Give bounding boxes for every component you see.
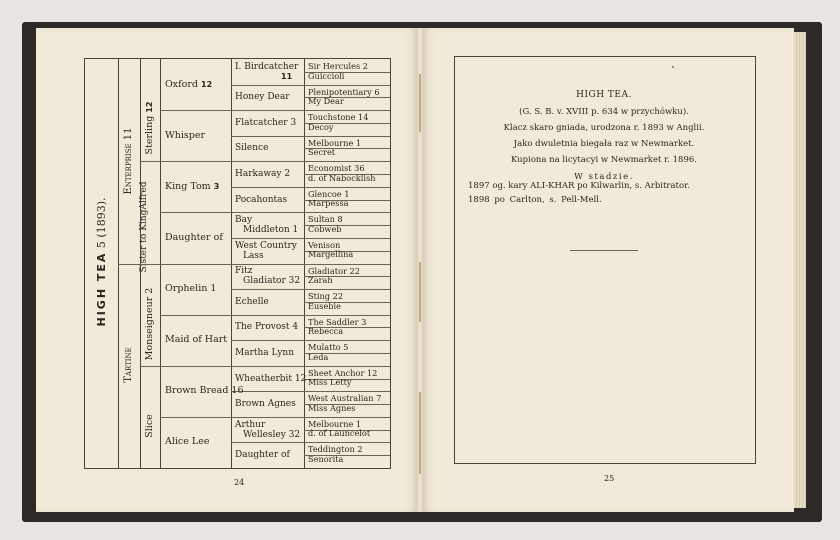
- gen3-horse: [165, 334, 230, 345]
- gen4-horse-line: Echelle: [235, 296, 269, 307]
- gen5-dam: Senorita: [308, 453, 344, 464]
- gen4-horse-line: Flatcatcher 3: [235, 117, 297, 128]
- pedigree-title: [91, 117, 113, 407]
- gen5-pair: [308, 445, 390, 464]
- gen5-dam: Zarah: [308, 275, 333, 285]
- gen5-pair: [308, 62, 390, 81]
- binding-stitch: [419, 74, 421, 132]
- gen4-horse: [235, 373, 307, 384]
- gen5-pair: [308, 420, 390, 439]
- gen5-sire: Glencoe 1: [308, 188, 350, 199]
- gen5-dam: d. of Launcelot: [308, 428, 371, 439]
- row-divider: [118, 264, 390, 265]
- gen4-horse-line: Martha Lynn: [235, 347, 295, 358]
- gen4-horse-line: Lass: [243, 250, 264, 261]
- gen4-horse-line: West Country: [235, 240, 297, 251]
- gen5-dam: Secret: [308, 147, 336, 158]
- gen3-horse-name: Brown Bread: [165, 385, 229, 397]
- stud-line: 1897 og. kary ALI-KHAR po Kilwarlin, s. Arbitrator.: [468, 181, 690, 191]
- text-line: Jako dwuletnia biegała raz w Newmarket.: [513, 139, 695, 149]
- gen5-pair: [308, 139, 390, 158]
- sire-dam-name: Sister to KingAlfred: [139, 181, 149, 273]
- gen3-horse-number: 3: [213, 181, 220, 191]
- dam-sire-number: 2: [144, 287, 155, 294]
- gen5-pair: [308, 369, 390, 388]
- dam-sire-label: [141, 274, 159, 374]
- gen3-horse: [165, 283, 216, 294]
- text-line: (G. S. B. v. XVIII p. 634 w przychówku).: [519, 107, 689, 117]
- gen4-horse: [235, 143, 301, 153]
- gen4-horse: [235, 241, 301, 261]
- gen3-horse-number: 12: [201, 79, 213, 89]
- gen4-horse-line: Wheatherbit 12: [235, 373, 307, 384]
- gen5-pair: [308, 164, 390, 183]
- gen4-horse-line: Brown Agnes: [235, 399, 296, 410]
- gen4-horse: [235, 169, 301, 179]
- gen5-sire: Mulatto 5: [308, 342, 349, 353]
- gen4-horse-line: Bay: [235, 215, 253, 226]
- horse-name: HIGH TEA: [95, 251, 108, 327]
- row-divider: [231, 442, 390, 443]
- gen4-horse-line: The Provost 4: [235, 322, 299, 333]
- text-frame: [454, 56, 756, 464]
- gen3-horse-name: Maid of Hart: [165, 334, 228, 346]
- dam-dam-label: [141, 376, 159, 476]
- gen5-pair: [308, 215, 390, 234]
- gen4-horse: [235, 118, 301, 128]
- gen4-horse: [235, 348, 301, 358]
- gen3-horse: [165, 181, 219, 192]
- gen4-horse: [235, 399, 301, 409]
- sire-name: Enterprise: [123, 143, 134, 195]
- gen4-horse-line: Arthur: [235, 419, 266, 430]
- gen5-dam: Miss Letty: [308, 377, 352, 388]
- gen3-horse-name: Orphelin: [165, 283, 208, 295]
- sire-dam-label: [140, 177, 160, 277]
- gen3-horse: [165, 130, 208, 141]
- gen5-sire: Sir Hercules 2: [308, 61, 368, 71]
- gen5-sire: Venison: [308, 239, 341, 250]
- gen5-dam: Leda: [308, 351, 329, 362]
- gen5-dam: Eusebie: [308, 300, 342, 311]
- gen5-pair: [308, 394, 390, 413]
- gen4-horse-line: Silence: [235, 143, 269, 154]
- row-divider: [160, 417, 390, 418]
- row-divider: [140, 366, 390, 367]
- gen5-sire: Teddington 2: [308, 444, 363, 455]
- gen5-dam: Rebecca: [308, 326, 344, 337]
- gen5-sire: Sultan 8: [308, 214, 343, 225]
- row-divider: [231, 136, 390, 137]
- ink-dot: [672, 66, 674, 68]
- dam-sire-name: Monseigneur: [144, 296, 155, 361]
- stud-heading: W stadzie.: [574, 172, 634, 182]
- gen4-horse-line: Pocahontas: [235, 194, 288, 205]
- pedigree-table: [84, 58, 391, 469]
- gen5-pair: [308, 267, 390, 286]
- gen5-pair: [308, 190, 390, 209]
- gen5-dam: Marpessa: [308, 198, 349, 209]
- sire-sire-number: 12: [145, 101, 154, 113]
- text-line: Klacz skaro gniada, urodzona r. 1893 w Anglii.: [503, 123, 705, 133]
- gen5-pair: [308, 88, 390, 107]
- text-line: Kupiona na licytacyi w Newmarket r. 1896.: [511, 155, 697, 165]
- gen5-dam: Guiccioli: [308, 70, 345, 81]
- dam-label: [119, 265, 139, 465]
- gen4-horse: [235, 297, 301, 307]
- gen3-horse-name: King Tom: [165, 180, 211, 192]
- row-divider: [160, 212, 390, 213]
- gen5-dam: Miss Agnes: [308, 402, 356, 413]
- gen5-sire: Economist 36: [308, 163, 365, 174]
- gen5-sire: Touchstone 14: [308, 112, 369, 123]
- gen5-sire: Sheet Anchor 12: [308, 367, 378, 378]
- gen4-horse: [235, 92, 301, 102]
- gen4-horse-line: Fitz: [235, 266, 253, 277]
- gen5-dam: Decoy: [308, 121, 334, 132]
- gen4-horse: [235, 266, 301, 286]
- row-divider: [231, 85, 390, 86]
- page-number: 25: [604, 474, 615, 483]
- row-divider: [231, 391, 390, 392]
- page-number: 24: [234, 478, 245, 487]
- gen4-horse: [235, 195, 301, 205]
- gen5-dam: Cobweb: [308, 223, 342, 234]
- gen5-dam: d. of Nabocklish: [308, 172, 376, 183]
- gen3-horse: [165, 232, 226, 243]
- gen4-horse: [235, 420, 301, 440]
- gen5-pair: [308, 113, 390, 132]
- gen4-horse-line: I. Birdcatcher: [235, 61, 299, 72]
- gen4-horse-line: Gladiator 32: [243, 276, 301, 287]
- dam-name: Tartine: [123, 347, 134, 383]
- binding-stitch: [419, 392, 421, 474]
- sire-label: [119, 61, 139, 261]
- gen3-horse: [165, 436, 212, 447]
- gen4-horse: [235, 322, 301, 332]
- gen4-horse-line: 11: [281, 71, 293, 81]
- horse-number: 5: [95, 241, 108, 249]
- gen4-horse: [235, 215, 301, 235]
- horse-year: (1893).: [95, 197, 108, 238]
- sire-number: 11: [123, 127, 134, 141]
- sire-sire-name: Sterling: [144, 115, 155, 155]
- row-divider: [140, 161, 390, 162]
- gen5-sire: The Saddler 3: [308, 316, 367, 327]
- row-divider: [231, 340, 390, 341]
- gen3-horse-name: Oxford: [165, 78, 199, 90]
- gen5-sire: Sting 22: [308, 291, 344, 302]
- gen5-pair: [308, 241, 390, 260]
- row-divider: [231, 238, 390, 239]
- dam-dam-name: Slice: [144, 414, 155, 438]
- gen4-horse-line: Honey Dear: [235, 92, 290, 103]
- gen5-sire: Plenipotentiary 6: [308, 86, 380, 97]
- gen4-horse: [235, 450, 301, 460]
- gen3-horse-name: Alice Lee: [165, 436, 210, 448]
- gen5-pair: [308, 343, 390, 362]
- gen5-dam: My Dear: [308, 96, 344, 107]
- gen4-horse-line: Middleton 1: [243, 225, 299, 236]
- gen5-sire: West Australian 7: [308, 393, 382, 404]
- right-page: [422, 28, 794, 512]
- heading: HIGH TEA.: [576, 90, 632, 100]
- gen3-horse: [165, 385, 244, 396]
- row-divider: [160, 110, 390, 111]
- gen5-pair: [308, 318, 390, 337]
- gen5-sire: Gladiator 22: [308, 265, 360, 276]
- gen4-horse-line: Wellesley 32: [243, 429, 301, 440]
- gen5-pair: [308, 292, 390, 311]
- gen4-horse: [235, 62, 301, 82]
- divider-rule: [570, 250, 638, 251]
- left-page: [36, 28, 418, 512]
- page-edges: [794, 32, 806, 508]
- gen3-horse-name: Daughter of: [165, 231, 223, 243]
- gen3-horse-number: 1: [210, 283, 217, 295]
- row-divider: [231, 187, 390, 188]
- row-divider: [160, 315, 390, 316]
- gen5-sire: Melbourne 1: [308, 418, 362, 429]
- gen3-horse-name: Whisper: [165, 129, 206, 141]
- gen4-horse-line: Harkaway 2: [235, 169, 291, 180]
- row-divider: [231, 289, 390, 290]
- gen5-dam: Margellina: [308, 249, 354, 260]
- sire-sire-label: [141, 78, 159, 178]
- gen5-sire: Melbourne 1: [308, 137, 362, 148]
- gen4-horse-line: Daughter of: [235, 450, 290, 461]
- binding-stitch: [419, 262, 421, 322]
- gen3-horse: [165, 79, 212, 90]
- stud-line: 1898 po Carlton, s. Pell-Mell.: [468, 195, 602, 205]
- gen3-horse-number: 16: [231, 385, 244, 397]
